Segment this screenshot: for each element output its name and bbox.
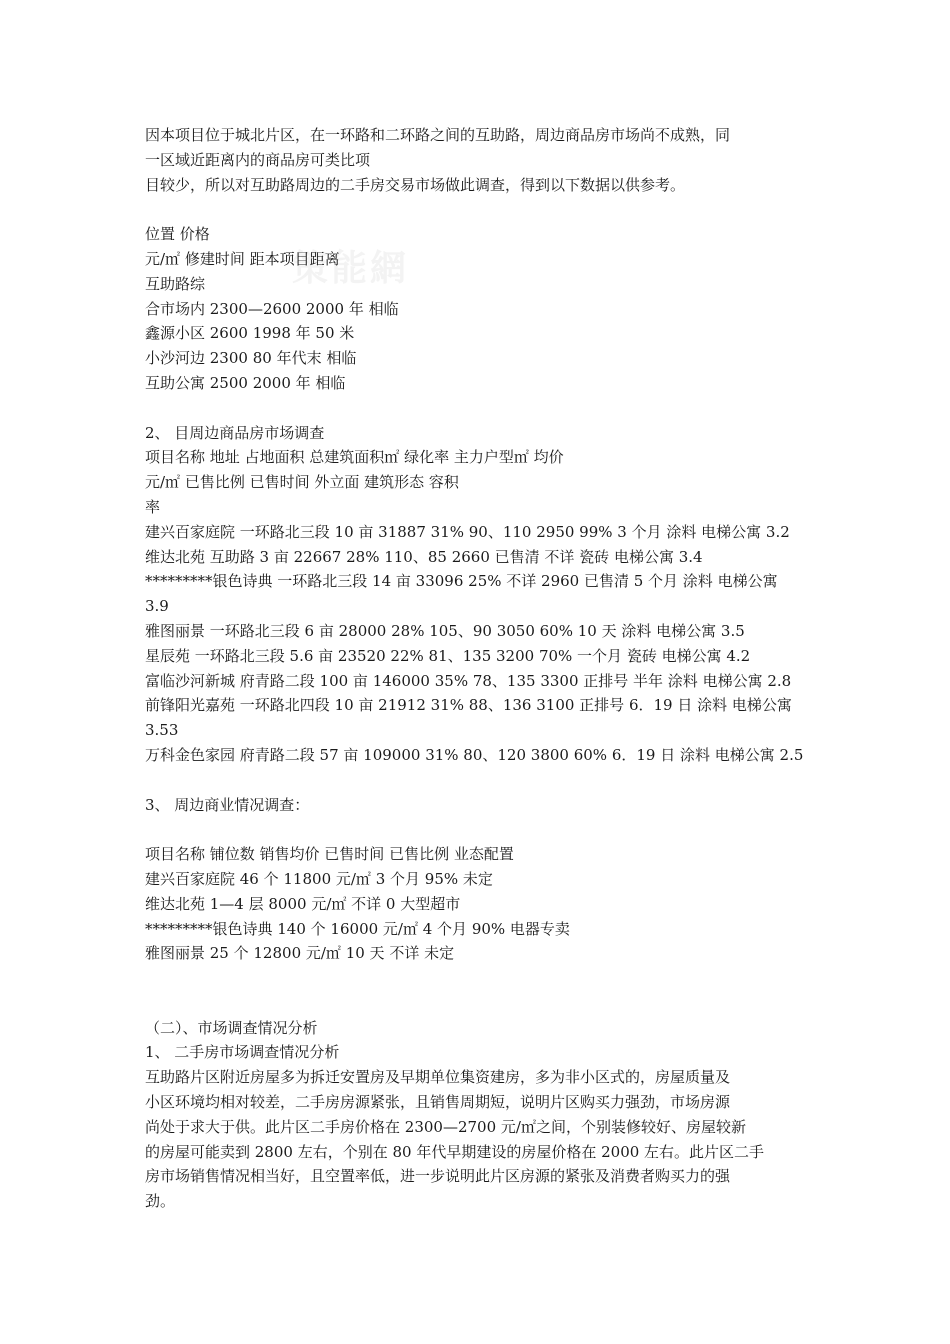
table-row: 万科金色家园 府青路二段 57 亩 109000 31% 80、120 3800 60% 6．19 日 涂料 电梯公寓 2.5 — [145, 745, 804, 764]
resale-row: 互助公寓 2500 2000 年 相临 — [145, 373, 346, 392]
document-body — [145, 123, 810, 1214]
table-row: 建兴百家庭院 46 个 11800 元/㎡ 3 个月 95% 未定 — [145, 869, 493, 888]
resale-table — [145, 222, 810, 396]
paragraph-line: 小区环境均相对较差，二手房房源紧张，且销售周期短，说明片区购买力强劲，市场房源 — [145, 1093, 731, 1112]
table-row: 项目名称 地址 占地面积 总建筑面积㎡ 绿化率 主力户型㎡ 均价 — [145, 448, 564, 467]
table-row: 星辰苑 一环路北三段 5.6 亩 23520 22% 81、135 3200 70% 一个月 瓷砖 电梯公寓 4.2 — [145, 646, 751, 665]
resale-row: 合市场内 2300—2600 2000 年 相临 — [145, 299, 399, 318]
section-heading: （二）、市场调查情况分析 — [145, 1018, 318, 1037]
watermark: 策能網 — [292, 247, 410, 289]
table-row: 建兴百家庭院 一环路北三段 10 亩 31887 31% 90、110 2950 99% 3 个月 涂料 电梯公寓 3.2 — [145, 522, 790, 541]
table-row: 项目名称 铺位数 销售均价 已售时间 已售比例 业态配置 — [145, 845, 514, 864]
resale-row: 位置 价格 — [145, 225, 210, 244]
table-row: 雅图丽景 25 个 12800 元/㎡ 10 天 不详 未定 — [145, 944, 455, 963]
section-3 — [145, 793, 810, 967]
resale-row: 元/㎡ 修建时间 距本项目距离 — [145, 249, 340, 268]
paragraph-line: 互助路片区附近房屋多为拆迁安置房及早期单位集资建房，多为非小区式的，房屋质量及 — [145, 1068, 731, 1087]
section-heading: 2、 目周边商品房市场调查 — [145, 423, 325, 442]
table-row: 元/㎡ 已售比例 已售时间 外立面 建筑形态 容积 — [145, 473, 459, 492]
intro-line: 一区域近距离内的商品房可类比项 — [145, 150, 371, 169]
resale-row: 小沙河边 2300 80 年代末 相临 — [145, 349, 357, 368]
section-2 — [145, 421, 810, 768]
paragraph-line: 劲。 — [145, 1192, 176, 1211]
paragraph-line: 的房屋可能卖到 2800 左右，个别在 80 年代早期建设的房屋价格在 2000 左右。此片区二手 — [145, 1142, 765, 1161]
intro-line: 因本项目位于城北片区，在一环路和二环路之间的互助路，周边商品房市场尚不成熟，同 — [145, 126, 731, 144]
resale-row: 互助路综 — [145, 274, 206, 293]
intro-line: 目较少，所以对互助路周边的二手房交易市场做此调查，得到以下数据以供参考。 — [145, 175, 686, 194]
table-row: 3.9 — [145, 597, 169, 616]
table-row: *********银色诗典 140 个 16000 元/㎡ 4 个月 90% 电器专卖 — [145, 919, 570, 938]
table-row: 率 — [145, 497, 161, 516]
table-row: 富临沙河新城 府青路二段 100 亩 146000 35% 78、135 3300 正排号 半年 涂料 电梯公寓 2.8 — [145, 671, 792, 690]
table-row: 维达北苑 互助路 3 亩 22667 28% 110、85 2660 已售清 不详 瓷砖 电梯公寓 3.4 — [145, 547, 703, 566]
table-row: 3.53 — [145, 721, 179, 740]
paragraph-line: 尚处于求大于供。此片区二手房价格在 2300—2700 元/㎡之间，个别装修较好、房屋较新 — [145, 1117, 746, 1136]
table-row: 维达北苑 1—4 层 8000 元/㎡ 不详 0 大型超市 — [145, 894, 461, 913]
table-row: 雅图丽景 一环路北三段 6 亩 28000 28% 105、90 3050 60% 10 天 涂料 电梯公寓 3.5 — [145, 621, 745, 640]
table-row: *********银色诗典 一环路北三段 14 亩 33096 25% 不详 2960 已售清 5 个月 涂料 电梯公寓 — [145, 572, 778, 591]
paragraph-line: 房市场销售情况相当好，且空置率低，进一步说明此片区房源的紧张及消费者购买力的强 — [145, 1167, 731, 1186]
table-row: 前锋阳光嘉苑 一环路北四段 10 亩 21912 31% 88、136 3100 正排号 6．19 日 涂料 电梯公寓 — [145, 696, 792, 715]
resale-row: 鑫源小区 2600 1998 年 50 米 — [145, 324, 355, 343]
section-heading: 3、 周边商业情况调查： — [145, 795, 310, 814]
subsection-heading: 1、 二手房市场调查情况分析 — [145, 1043, 340, 1062]
analysis-section — [145, 1016, 810, 1214]
